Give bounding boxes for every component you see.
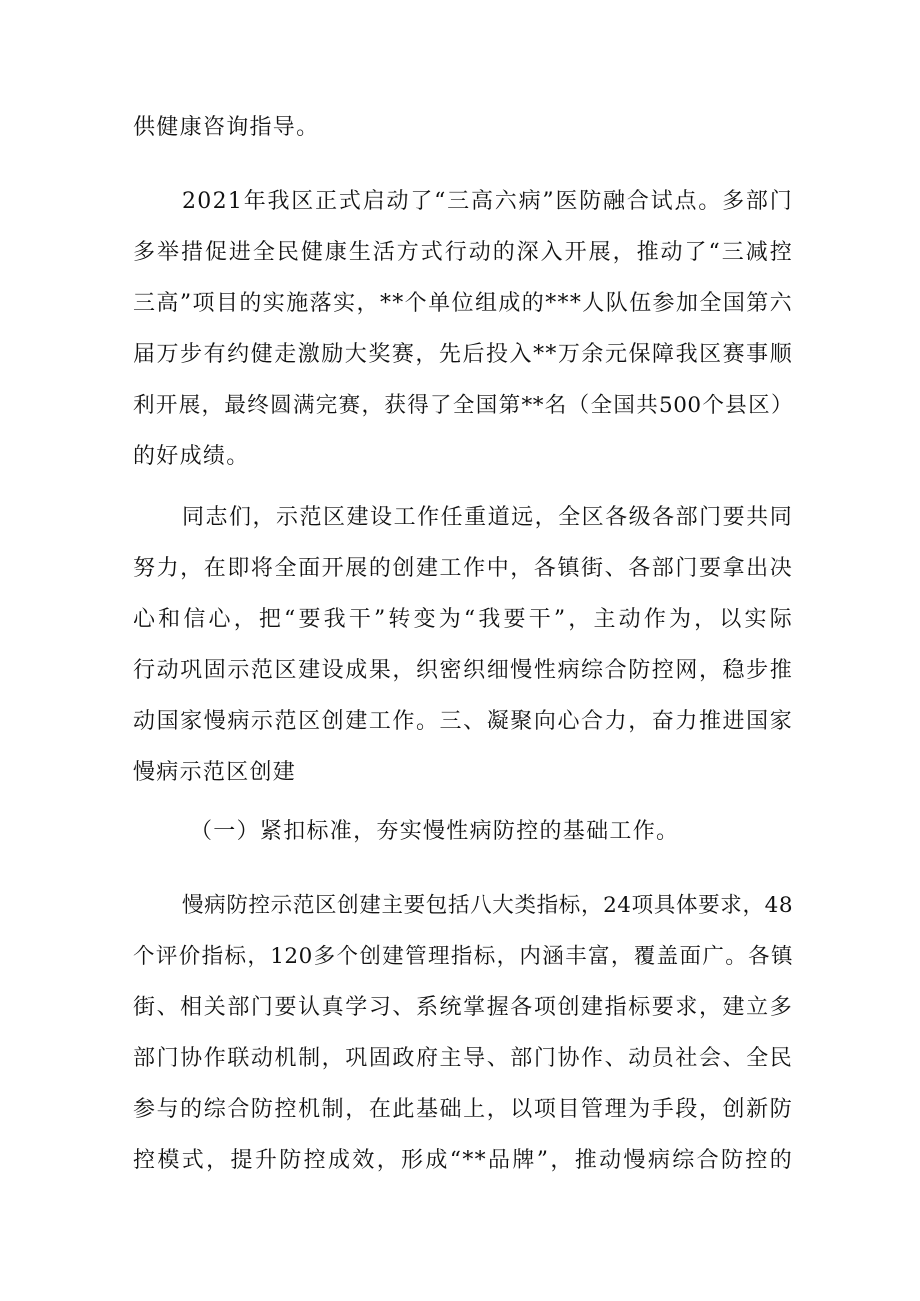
section-heading: （一）紧扣标准，夯实慢性病防控的基础工作。 [190,819,680,844]
paragraph-line: 控模式，提升防控成效，形成“**品牌”，推动慢病综合防控的 [133,1148,793,1173]
paragraph-line: 慢病防控示范区创建主要包括八大类指标，24项具体要求，48 [182,893,793,918]
paragraph-line: 街、相关部门要认真学习、系统掌握各项创建指标要求，建立多 [133,995,793,1020]
paragraph-line: 届万步有约健走激励大奖赛，先后投入**万余元保障我区赛事顺 [133,342,793,367]
paragraph-line: 2021年我区正式启动了“三高六病”医防融合试点。多部门 [182,189,793,214]
paragraph-line: 利开展，最终圆满完赛，获得了全国第**名（全国共500个县区） [133,393,793,418]
paragraph-line: 供健康咨询指导。 [133,115,320,140]
paragraph-line: 三高”项目的实施落实，**个单位组成的***人队伍参加全国第六 [133,291,793,316]
paragraph-line: 心和信心，把“要我干”转变为“我要干”，主动作为，以实际 [133,607,793,632]
paragraph-line: 慢病示范区创建 [133,760,297,785]
paragraph-line: 同志们，示范区建设工作任重道远，全区各级各部门要共同 [182,505,793,530]
paragraph-line: 努力，在即将全面开展的创建工作中，各镇街、各部门要拿出决 [133,556,793,581]
paragraph-line: 参与的综合防控机制，在此基础上，以项目管理为手段，创新防 [133,1097,793,1122]
paragraph-line: 行动巩固示范区建设成果，织密织细慢性病综合防控网，稳步推 [133,658,793,683]
paragraph-line: 个评价指标，120多个创建管理指标，内涵丰富，覆盖面广。各镇 [133,944,793,969]
paragraph-line: 多举措促进全民健康生活方式行动的深入开展，推动了“三减控 [133,240,793,265]
paragraph-line: 的好成绩。 [133,444,250,469]
paragraph-line: 部门协作联动机制，巩固政府主导、部门协作、动员社会、全民 [133,1046,793,1071]
paragraph-line: 动国家慢病示范区创建工作。三、凝聚向心合力，奋力推进国家 [133,709,793,734]
